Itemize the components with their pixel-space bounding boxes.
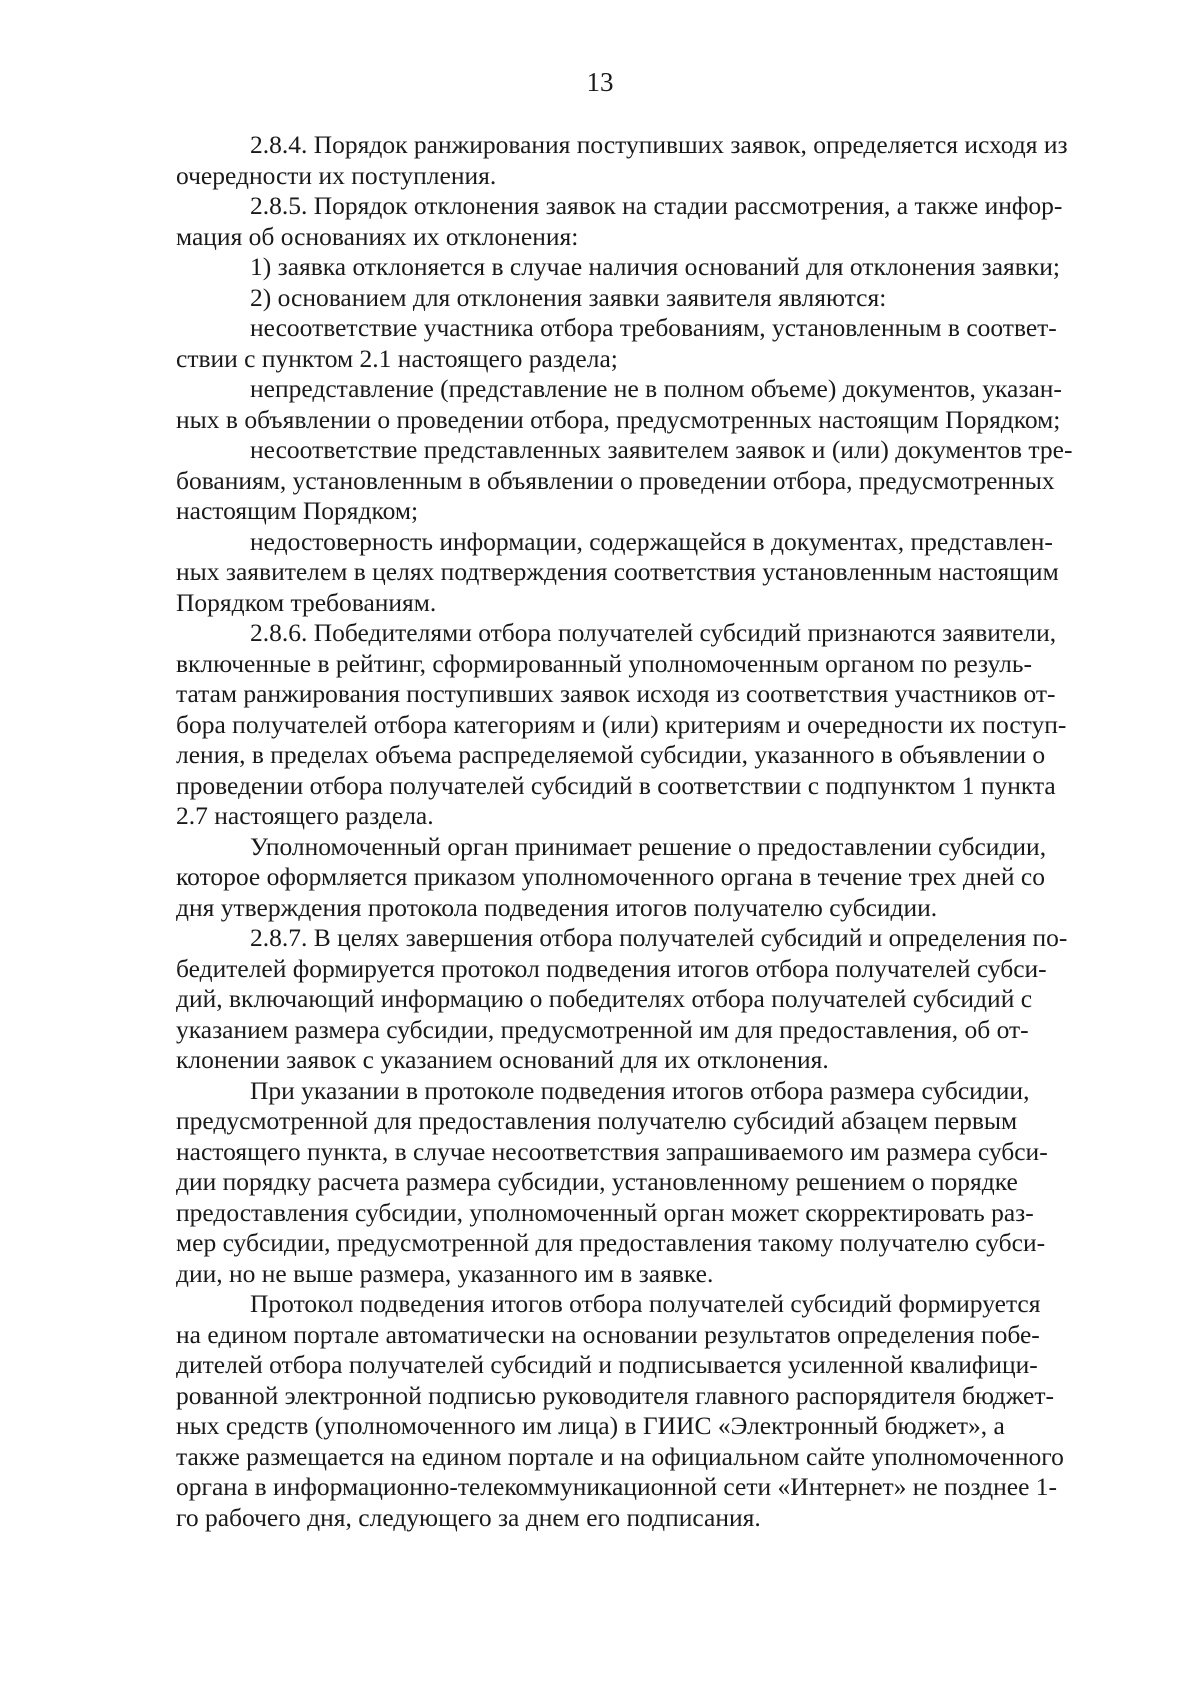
text-line: ных средств (уполномоченного им лица) в ГИИС «Электронный бюджет», а xyxy=(176,1411,1005,1440)
text-line: бованиям, установленным в объявлении о проведении отбора, предусмотренных xyxy=(176,465,1055,495)
text-line: При указании в протоколе подведения итогов отбора размера субсидии, xyxy=(250,1075,1030,1105)
text-line: ных заявителем в целях подтверждения соответствия установленным настоящим xyxy=(176,557,1059,586)
text-line: бедителей формируется протокол подведения итогов отбора получателей субси- xyxy=(176,953,1047,983)
text-line: дителей отбора получателей субсидий и подписывается усиленной квалифици- xyxy=(176,1350,1038,1379)
text-line: включенные в рейтинг, сформированный уполномоченным органом по резуль- xyxy=(176,648,1033,678)
text-line: 2.7 настоящего раздела. xyxy=(176,801,434,830)
text-line: 1) заявка отклоняется в случае наличия оснований для отклонения заявки; xyxy=(250,252,1060,281)
text-line: ствии с пунктом 2.1 настоящего раздела; xyxy=(176,343,618,373)
text-line: рованной электронной подписью руководителя главного распорядителя бюджет- xyxy=(176,1380,1054,1410)
text-line: мация об основаниях их отклонения: xyxy=(176,221,579,251)
text-line: предусмотренной для предоставления получателю субсидий абзацем первым xyxy=(176,1106,1018,1135)
text-line: бора получателей отбора категориям и (или) критериям и очередности их поступ- xyxy=(176,709,1067,739)
text-line: дии порядку расчета размера субсидии, установленному решением о порядке xyxy=(176,1167,1018,1196)
text-line: Протокол подведения итогов отбора получателей субсидий формируется xyxy=(250,1289,1041,1318)
text-line: го рабочего дня, следующего за днем его подписания. xyxy=(176,1502,761,1532)
text-line: ных в объявлении о проведении отбора, предусмотренных настоящим Порядком; xyxy=(176,404,1061,434)
text-line: на едином портале автоматически на основании результатов определения побе- xyxy=(176,1319,1040,1349)
text-line: татам ранжирования поступивших заявок исходя из соответствия участников от- xyxy=(176,679,1056,708)
text-line: проведении отбора получателей субсидий в соответствии с подпунктом 1 пункта xyxy=(176,770,1056,800)
text-line: 2.8.5. Порядок отклонения заявок на стадии рассмотрения, а также инфор- xyxy=(250,191,1063,220)
text-line: ления, в пределах объема распределяемой субсидии, указанного в объявлении о xyxy=(176,740,1046,769)
text-line: дии, но не выше размера, указанного им в заявке. xyxy=(176,1258,714,1288)
text-line: Порядком требованиям. xyxy=(176,587,437,617)
text-line: непредставление (представление не в полном объеме) документов, указан- xyxy=(250,374,1062,403)
text-line: 2) основанием для отклонения заявки заявителя являются: xyxy=(250,282,887,312)
text-line: несоответствие представленных заявителем заявок и (или) документов тре- xyxy=(250,435,1073,464)
text-line: органа в информационно-телекоммуникационной сети «Интернет» не позднее 1- xyxy=(176,1472,1058,1501)
page-number: 13 xyxy=(586,67,614,97)
text-line: дий, включающий информацию о победителях отбора получателей субсидий с xyxy=(176,984,1033,1013)
text-line: 2.8.6. Победителями отбора получателей субсидий признаются заявители, xyxy=(250,618,1057,647)
text-line: Уполномоченный орган принимает решение о предоставлении субсидии, xyxy=(250,831,1047,861)
text-line: предоставления субсидии, уполномоченный орган может скорректировать раз- xyxy=(176,1197,1034,1227)
text-line: также размещается на едином портале и на официальном сайте уполномоченного xyxy=(176,1441,1064,1471)
text-line: несоответствие участника отбора требованиям, установленным в соответ- xyxy=(250,313,1057,342)
text-line: недостоверность информации, содержащейся в документах, представлен- xyxy=(250,526,1053,556)
text-line: которое оформляется приказом уполномоченного органа в течение трех дней со xyxy=(176,862,1045,891)
text-line: клонении заявок с указанием оснований для их отклонения. xyxy=(176,1045,829,1074)
text-line: мер субсидии, предусмотренной для предоставления такому получателю субси- xyxy=(176,1228,1046,1257)
text-line: 2.8.4. Порядок ранжирования поступивших заявок, определяется исходя из xyxy=(250,130,1068,159)
document-body xyxy=(176,130,1144,1533)
text-line: 2.8.7. В целях завершения отбора получателей субсидий и определения по- xyxy=(250,923,1068,952)
text-line: указанием размера субсидии, предусмотренной им для предоставления, об от- xyxy=(176,1014,1029,1044)
text-line: очередности их поступления. xyxy=(176,160,497,190)
text-line: настоящего пункта, в случае несоответствия запрашиваемого им размера субси- xyxy=(176,1136,1048,1166)
text-line: настоящим Порядком; xyxy=(176,496,419,525)
text-line: дня утверждения протокола подведения итогов получателю субсидии. xyxy=(176,892,938,922)
